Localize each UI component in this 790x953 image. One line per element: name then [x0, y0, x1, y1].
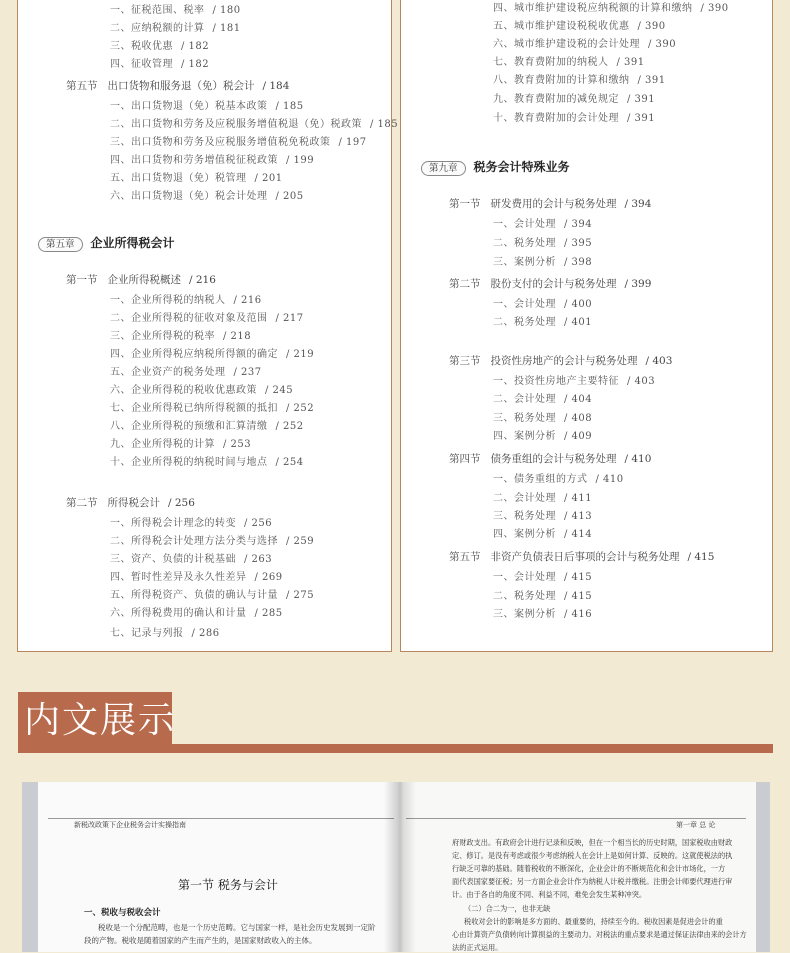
toc-item-title: 三、税收优惠 — [110, 41, 173, 52]
toc-item — [18, 4, 391, 18]
toc-section-title: 非资产负债表日后事项的会计与税务处理 — [490, 551, 680, 563]
toc-section-title: 出口货物和服务退（免）税会计 — [107, 80, 255, 92]
toc-item — [401, 608, 772, 622]
toc-item-title: 七、记录与列报 — [110, 628, 184, 639]
toc-item — [401, 112, 772, 126]
toc-page-number: / 237 — [233, 367, 262, 378]
toc-page-number: / 399 — [624, 278, 652, 290]
toc-item — [18, 330, 391, 344]
toc-section-label: 第一节 — [449, 198, 481, 210]
toc-item-title: 九、教育费附加的减免规定 — [493, 94, 619, 105]
toc-item — [401, 93, 772, 107]
toc-page-number: / 182 — [181, 59, 210, 70]
toc-item-title: 三、案例分析 — [493, 257, 556, 268]
toc-item-title: 二、会计处理 — [493, 394, 556, 405]
toc-item — [401, 20, 772, 34]
toc-item-title: 六、城市维护建设税的会计处理 — [493, 39, 640, 50]
toc-item-title: 八、企业所得税的预缴和汇算清缴 — [110, 421, 268, 432]
toc-item — [401, 375, 772, 389]
chapter-badge: 第九章 — [421, 161, 466, 176]
toc-page-number: / 217 — [275, 313, 304, 324]
toc-section-label: 第二节 — [449, 278, 481, 290]
toc-item-title: 二、出口货物和劳务及应税服务增值税退（免）税政策 — [110, 119, 362, 130]
toc-item-title: 七、企业所得税已纳所得税额的抵扣 — [110, 403, 278, 414]
toc-item — [18, 384, 391, 398]
toc-item-title: 一、债务重组的方式 — [493, 474, 588, 485]
toc-item-title: 二、会计处理 — [493, 493, 556, 504]
book-body-line: 法的正式运用。 — [452, 943, 503, 952]
toc-item — [401, 473, 772, 487]
toc-section — [401, 354, 772, 368]
toc-page-number: / 197 — [338, 137, 367, 148]
toc-page-number: / 185 — [370, 119, 399, 130]
toc-page-number: / 182 — [181, 41, 210, 52]
toc-item-title: 三、资产、负债的计税基础 — [110, 554, 236, 565]
toc-page-right — [400, 0, 773, 652]
toc-item — [401, 510, 772, 524]
toc-page-number: / 253 — [223, 439, 252, 450]
toc-page-number: / 256 — [244, 518, 273, 529]
toc-section-label: 第二节 — [66, 497, 98, 509]
toc-item — [401, 492, 772, 506]
toc-page-number: / 201 — [254, 173, 283, 184]
toc-item — [401, 2, 772, 16]
toc-item — [401, 38, 772, 52]
toc-item-title: 一、征税范围、税率 — [110, 5, 205, 16]
toc-section-label: 第三节 — [449, 355, 481, 367]
toc-item — [401, 74, 772, 88]
toc-section-title: 企业所得税概述 — [107, 274, 181, 286]
toc-page-number: / 219 — [286, 349, 315, 360]
toc-item-title: 六、企业所得税的税收优惠政策 — [110, 385, 257, 396]
toc-page-number: / 252 — [275, 421, 304, 432]
toc-section — [18, 273, 391, 287]
header-rule — [406, 818, 746, 819]
toc-item — [401, 218, 772, 232]
toc-page-number: / 414 — [564, 529, 593, 540]
toc-item-title: 四、案例分析 — [493, 431, 556, 442]
toc-page-number: / 263 — [244, 554, 273, 565]
book-spine-shadow — [384, 782, 416, 952]
toc-item — [18, 58, 391, 72]
toc-item-title: 三、税务处理 — [493, 413, 556, 424]
toc-page-number: / 394 — [564, 219, 593, 230]
toc-item-title: 九、企业所得税的计算 — [110, 439, 215, 450]
toc-item-title: 三、出口货物和劳务及应税服务增值税免税政策 — [110, 137, 331, 148]
toc-page-number: / 408 — [564, 413, 593, 424]
book-body-line: 府财政支出。有政府会计进行记录和反映，但在一个相当长的历史时期，国家税收由财政 — [452, 838, 733, 847]
toc-page-number: / 409 — [564, 431, 593, 442]
book-body-line: 定、修订。是没有考虑或很少考虑纳税人在会计上是如何计算、反映的。这就使税法的执 — [452, 851, 733, 860]
toc-item-title: 四、城市维护建设税应纳税额的计算和缴纳 — [493, 3, 693, 14]
toc-item-title: 五、企业资产的税务处理 — [110, 367, 226, 378]
book-body-line: 段的产物。税收是随着国家的产生而产生的，是国家财政收入的主体。 — [84, 936, 317, 945]
toc-chapter-title: 税务会计特殊业务 — [473, 160, 570, 174]
toc-section — [401, 452, 772, 466]
toc-item-title: 七、教育费附加的纳税人 — [493, 57, 609, 68]
toc-page-number: / 401 — [564, 317, 593, 328]
toc-item-title: 一、会计处理 — [493, 572, 556, 583]
toc-item — [18, 627, 391, 641]
toc-item — [401, 528, 772, 542]
header-rule — [48, 818, 394, 819]
toc-page-number: / 394 — [624, 198, 652, 210]
toc-item-title: 四、征收管理 — [110, 59, 173, 70]
toc-item — [18, 136, 391, 150]
toc-item — [18, 154, 391, 168]
book-subheading: （二）合二为一，也非无缺 — [464, 904, 551, 913]
toc-item — [401, 56, 772, 70]
toc-item-title: 一、企业所得税的纳税人 — [110, 295, 226, 306]
toc-item-title: 二、税务处理 — [493, 317, 556, 328]
toc-item — [18, 190, 391, 204]
toc-page-number: / 404 — [564, 394, 593, 405]
toc-item — [18, 348, 391, 362]
toc-page-number: / 390 — [648, 39, 677, 50]
toc-item — [401, 256, 772, 270]
toc-item-title: 二、税务处理 — [493, 238, 556, 249]
toc-section-title: 所得税会计 — [107, 497, 160, 509]
book-body-line: 税收对会计的影响是多方面的、最重要的，持续至今的。税收因素是促进会计的重 — [464, 917, 723, 926]
toc-item — [401, 571, 772, 585]
toc-item — [401, 430, 772, 444]
book-body-line: 面代表国家要征税；另一方面企业会计作为纳税人计税并缴税。注册会计师要代理进行审 — [452, 877, 733, 886]
toc-page-number: / 181 — [212, 23, 241, 34]
toc-item-title: 四、企业所得税应纳税所得额的确定 — [110, 349, 278, 360]
toc-section — [401, 277, 772, 291]
toc-item-title: 三、税务处理 — [493, 511, 556, 522]
toc-page-number: / 391 — [637, 75, 666, 86]
toc-item — [18, 571, 391, 585]
toc-item — [18, 402, 391, 416]
toc-item — [401, 393, 772, 407]
toc-page-number: / 205 — [275, 191, 304, 202]
toc-page-number: / 390 — [637, 21, 666, 32]
toc-page-number: / 216 — [189, 274, 216, 286]
toc-item — [401, 298, 772, 312]
toc-item — [18, 366, 391, 380]
chapter-badge: 第五章 — [38, 237, 83, 252]
toc-page-number: / 216 — [233, 295, 262, 306]
toc-page-number: / 415 — [564, 591, 593, 602]
toc-page-number: / 415 — [564, 572, 593, 583]
toc-page-number: / 411 — [564, 493, 593, 504]
toc-item-title: 四、暂时性差异及永久性差异 — [110, 572, 247, 583]
toc-page-number: / 410 — [595, 474, 624, 485]
toc-item-title: 一、出口货物退（免）税基本政策 — [110, 101, 268, 112]
toc-item — [401, 316, 772, 330]
toc-page-number: / 256 — [168, 497, 195, 509]
toc-item-title: 五、所得税资产、负债的确认与计量 — [110, 590, 278, 601]
toc-section — [18, 496, 391, 510]
toc-page-number: / 398 — [564, 257, 593, 268]
toc-section — [18, 79, 391, 93]
book-section-title: 第一节 税务与会计 — [178, 878, 278, 892]
toc-page-number: / 391 — [627, 113, 656, 124]
toc-item-title: 五、城市维护建设税税收优惠 — [493, 21, 630, 32]
toc-item — [18, 172, 391, 186]
toc-chapter — [401, 160, 772, 176]
toc-section-label: 第五节 — [449, 551, 481, 563]
toc-item — [18, 22, 391, 36]
toc-item — [18, 438, 391, 452]
toc-page-number: / 254 — [275, 457, 304, 468]
toc-page-number: / 391 — [627, 94, 656, 105]
toc-page-number: / 184 — [262, 80, 290, 92]
toc-page-number: / 390 — [700, 3, 729, 14]
book-running-header: 新税改政策下企业税务会计实操指南 — [74, 821, 186, 829]
book-body-line: 行缺乏可靠的基础。随着税收的不断深化，企业会计的不断规范化和会计市场化，一方 — [452, 864, 726, 873]
toc-section — [401, 197, 772, 211]
toc-page-number: / 415 — [687, 551, 715, 563]
toc-item-title: 三、案例分析 — [493, 609, 556, 620]
toc-page-number: / 199 — [286, 155, 315, 166]
toc-item — [18, 294, 391, 308]
toc-item — [401, 412, 772, 426]
toc-item-title: 六、出口货物退（免）税会计处理 — [110, 191, 268, 202]
section-banner-title: 内文展示 — [24, 700, 177, 741]
toc-page-number: / 410 — [624, 453, 652, 465]
toc-item — [18, 100, 391, 114]
book-running-header: 第一章 总 论 — [676, 821, 716, 829]
book-body-line: 心由计算资产负债转向计算损益的主要动力。对税法的重点要求是通过保证法律由来的会计方 — [452, 930, 747, 939]
toc-chapter — [18, 236, 391, 252]
book-preview-left-page — [22, 782, 400, 952]
toc-page-number: / 252 — [286, 403, 315, 414]
toc-section-title: 研发费用的会计与税务处理 — [490, 198, 617, 210]
toc-item — [401, 237, 772, 251]
toc-page-number: / 391 — [616, 57, 645, 68]
toc-item — [18, 456, 391, 470]
toc-item — [18, 535, 391, 549]
toc-page-number: / 416 — [564, 609, 593, 620]
toc-page-number: / 218 — [223, 331, 252, 342]
toc-section-title: 投资性房地产的会计与税务处理 — [490, 355, 638, 367]
toc-page-left — [17, 0, 399, 652]
toc-page-number: / 275 — [286, 590, 315, 601]
toc-page-number: / 403 — [645, 355, 673, 367]
toc-item-title: 三、企业所得税的税率 — [110, 331, 215, 342]
toc-section-label: 第四节 — [449, 453, 481, 465]
toc-item-title: 八、教育费附加的计算和缴纳 — [493, 75, 630, 86]
toc-item — [18, 589, 391, 603]
toc-section-title: 股份支付的会计与税务处理 — [490, 278, 617, 290]
toc-page-number: / 395 — [564, 238, 593, 249]
toc-page-number: / 245 — [265, 385, 294, 396]
toc-page-number: / 180 — [212, 5, 241, 16]
toc-item-title: 一、投资性房地产主要特征 — [493, 376, 619, 387]
book-preview-right-page — [400, 782, 770, 952]
toc-section — [401, 550, 772, 564]
toc-item — [18, 607, 391, 621]
toc-page-number: / 286 — [191, 628, 220, 639]
toc-item-title: 二、税务处理 — [493, 591, 556, 602]
toc-item-title: 二、企业所得税的征收对象及范围 — [110, 313, 268, 324]
toc-item-title: 一、会计处理 — [493, 219, 556, 230]
toc-item-title: 四、案例分析 — [493, 529, 556, 540]
toc-item-title: 二、应纳税额的计算 — [110, 23, 205, 34]
toc-item — [18, 40, 391, 54]
toc-item-title: 一、所得税会计理念的转变 — [110, 518, 236, 529]
book-body-line: 税收是一个分配范畴，也是一个历史范畴。它与国家一样，是社会历史发展到一定阶 — [98, 923, 376, 932]
toc-item — [18, 420, 391, 434]
toc-item-title: 五、出口货物退（免）税管理 — [110, 173, 247, 184]
toc-chapter-title: 企业所得税会计 — [90, 236, 175, 250]
toc-item-title: 十、教育费附加的会计处理 — [493, 113, 619, 124]
toc-page-number: / 400 — [564, 299, 593, 310]
toc-page-number: / 259 — [286, 536, 315, 547]
toc-section-label: 第五节 — [66, 80, 98, 92]
toc-item — [401, 590, 772, 604]
toc-section-label: 第一节 — [66, 274, 98, 286]
toc-section-title: 债务重组的会计与税务处理 — [490, 453, 617, 465]
book-body-line: 计。由于各自的角度不同、利益不同，难免会发生某种冲突。 — [452, 890, 647, 899]
toc-page-number: / 403 — [627, 376, 656, 387]
book-subheading: 一、税收与税收会计 — [84, 908, 161, 918]
toc-item — [18, 312, 391, 326]
toc-item — [18, 118, 399, 132]
toc-page-number: / 269 — [254, 572, 283, 583]
toc-page-number: / 285 — [254, 608, 283, 619]
toc-item-title: 四、出口货物和劳务增值税征税政策 — [110, 155, 278, 166]
toc-item — [18, 517, 391, 531]
toc-item-title: 二、所得税会计处理方法分类与选择 — [110, 536, 278, 547]
toc-item — [18, 553, 391, 567]
toc-item-title: 六、所得税费用的确认和计量 — [110, 608, 247, 619]
toc-page-number: / 185 — [275, 101, 304, 112]
toc-page-number: / 413 — [564, 511, 593, 522]
toc-item-title: 十、企业所得税的纳税时间与地点 — [110, 457, 268, 468]
toc-item-title: 一、会计处理 — [493, 299, 556, 310]
